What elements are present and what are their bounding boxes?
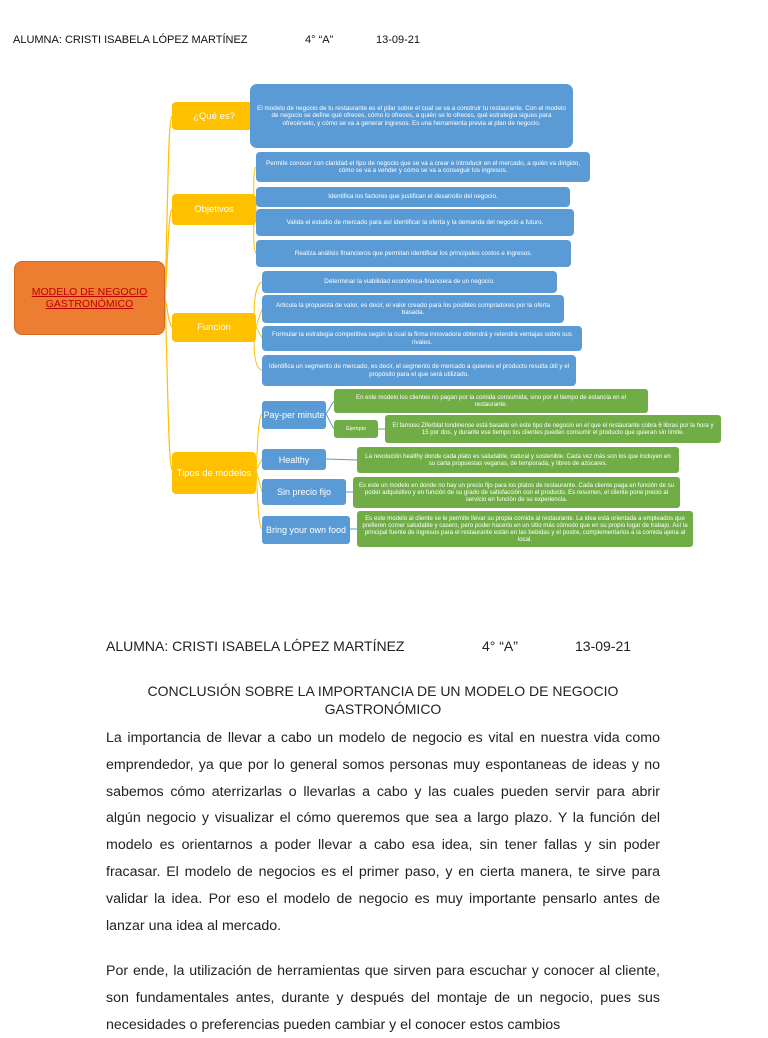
funcion-item: Formular la estrategia competitiva según la cual la firma innovadora obtendrá y retendrá ventajas sobre sus rivales. (262, 326, 582, 351)
tipo-description: Es este modelo al cliente se le permite llevar su propia comida al restaurante. La idea está orientada a empleados que prefieren comer saludable y casero, pero poder hacerlo en un sitio más cómodo que en su propio lugar de trabajo. Así la principal fuente de ingresos para el restaurante están en las bebidas y el postre, complementarios a la comida ajena al local. (357, 511, 693, 547)
date-label-page2: 13-09-21 (575, 638, 632, 654)
que-es-description: El modelo de negocio de tu restaurante es el pilar sobre el cual se va a construir tu restaurante. Con el modelo de negocio se define qué ofreces, cómo lo ofreces, a quién se lo ofreces, qué estrategia sigues para ofrecérselo, y cómo se va a generar ingresos. Es una herramienta previa al plan de negocio. (250, 84, 573, 148)
tipo-label-bring-your-own-food: Bring your own food (262, 516, 350, 544)
funcion-item: Identifica un segmento de mercado, es decir, el segmento de mercado a quienes el producto resulta útil y el propósito para el que será utilizado. (262, 355, 576, 386)
tipo-description: Es este un modelo en donde no hay un precio fijo para los platos de restaurante. Cada cliente paga en función de su poder adquisitivo y en función de su grado de satisfacción con el producto. Es resumen, el cliente pone precio al servicio en función de su experiencia. (353, 477, 680, 508)
tipo-description: En este modelo los clientes no pagan por la comida consumida, sino por el tiempo de estancia en el restaurante. (334, 389, 648, 413)
ejemplo-description: El famoso Ziferblat londinense está basado en este tipo de negocio en el que el restaurante cobra 6 libras por la hora y 15 por dos, y durante ese tiempo los clientes pueden consumir el producto que quieran sin límite. (385, 415, 721, 443)
tipos-node: Tipos de modelos (172, 452, 256, 494)
grade-label-page2: 4° “A” (482, 638, 518, 654)
conclusion-paragraph-1: La importancia de llevar a cabo un modelo de negocio es vital en nuestra vida como emprendedor, ya que por lo general somos personas muy espontaneas de ideas y no sabemos cómo aterrizarlas o llevarlas a cabo y las cuales pueden servir para abrir algún negocio y visualizar el cómo queremos que sea a largo plazo. Y la función del modelo es orientarnos a poder llevar a cabo esa idea, sin tener fallas y sin poder fracasar. El modelo de negocios es el primer paso, y en cierta manera, te sirve para validar la idea. Por eso el modelo de negocio es muy importante pensarlo antes de lanzar una idea al mercado. (106, 730, 660, 934)
conclusion-paragraph-2: Por ende, la utilización de herramientas que sirven para escuchar y conocer al cliente, son fundamentales antes, durante y después del montaje de un negocio, pues sus necesidades o preferencias pueden cambiar y el conocer estos cambios (106, 963, 660, 1033)
student-name-page2: ALUMNA: CRISTI ISABELA LÓPEZ MARTÍNEZ (106, 638, 405, 654)
objetivo-item: Identifica los factores que justifican el desarrollo del negocio. (256, 187, 570, 207)
tipo-label-sin-precio-fijo: Sin precio fijo (262, 479, 346, 505)
tipo-label-healthy: Healthy (262, 449, 326, 470)
objetivos-node: Objetivos (172, 194, 256, 225)
root-node: MODELO DE NEGOCIO GASTRONÓMICO (14, 261, 165, 335)
objetivo-item: Permite conocer con claridad el tipo de negocio que se va a crear e introducir en el mercado, a quién va dirigido, cómo se va a vender y cómo se va a conseguir los ingresos. (256, 152, 590, 182)
objetivo-item: Valida el estudio de mercado para así identificar la oferta y la demanda del negocio a futuro. (256, 209, 574, 236)
conclusion-title: CONCLUSIÓN SOBRE LA IMPORTANCIA DE UN MODELO DE NEGOCIO GASTRONÓMICO (147, 683, 619, 717)
tipo-label-pay-per-minute: Pay-per minute (262, 401, 326, 429)
funcion-node: Función (172, 313, 256, 342)
funcion-item: Articula la propuesta de valor, es decir, el valor creado para los posibles compradores por la oferta basada. (262, 295, 564, 323)
grade-label: 4° “A” (305, 34, 334, 46)
date-label: 13-09-21 (376, 34, 421, 46)
funcion-item: Determinar la viabilidad económica-financiera de un negocio. (262, 271, 557, 293)
ejemplo-label: Ejemplo (334, 420, 378, 438)
objetivo-item: Realiza análisis financieros que permitan identificar los principales costos e ingresos. (256, 240, 571, 267)
que-es-node: ¿Qué es? (172, 102, 256, 130)
tipo-description: La revolución healthy donde cada plato es saludable, natural y sostenible. Cada vez más son los que incluyen en su carta propuestas veganas, de temporada, y libres de azúcares. (357, 447, 679, 473)
student-name: ALUMNA: CRISTI ISABELA LÓPEZ MARTÍNEZ (13, 34, 248, 46)
